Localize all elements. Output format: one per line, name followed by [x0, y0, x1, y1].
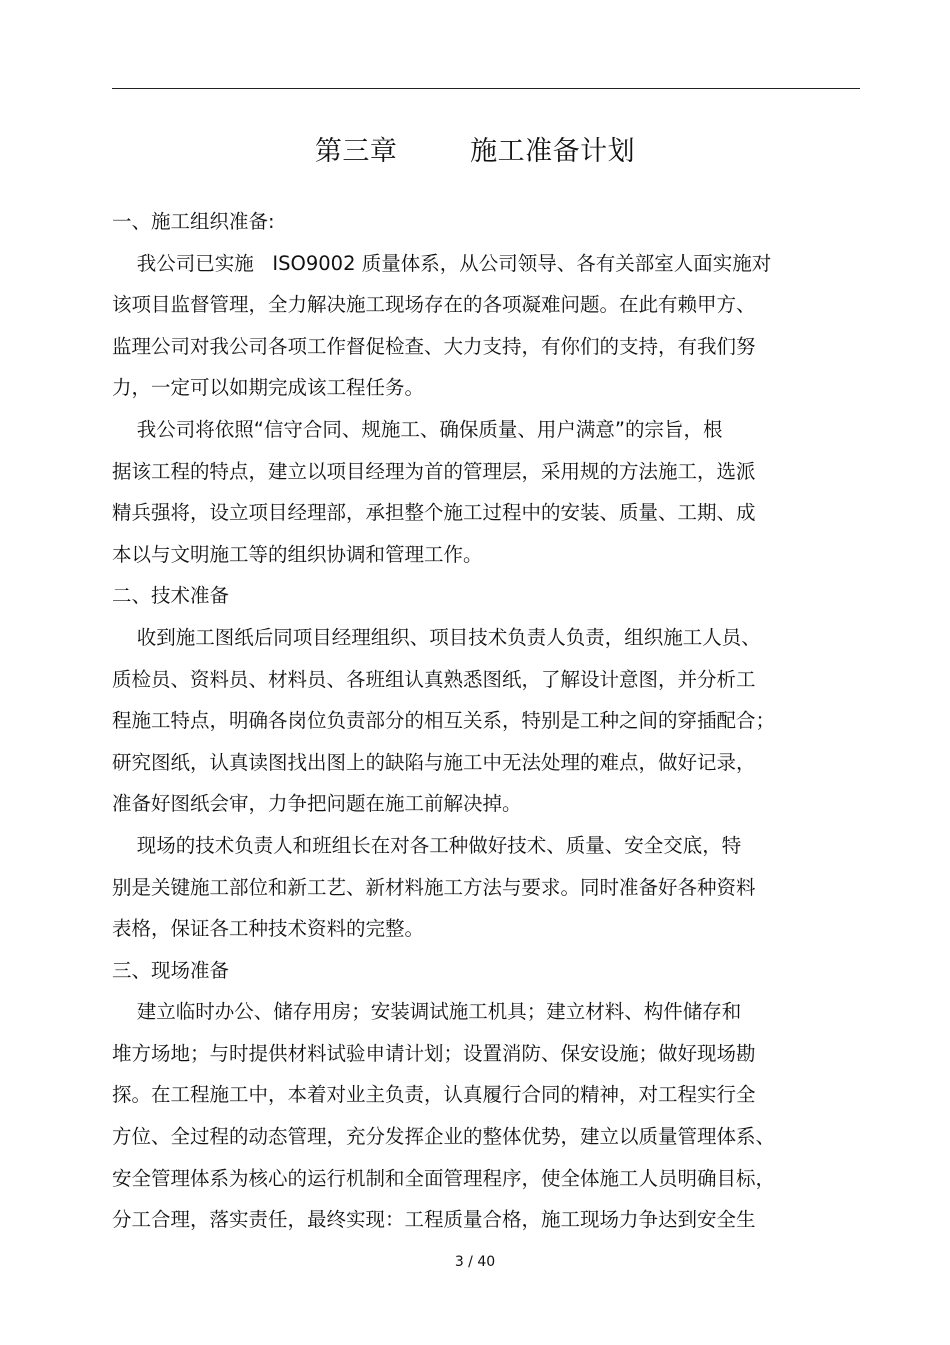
- text-line: 别是关键施工部位和新工艺、新材料施工方法与要求。同时准备好各种资料: [112, 875, 756, 899]
- section-heading-organization: 一、施工组织准备:: [112, 210, 275, 233]
- text-line: 精兵强将，设立项目经理部，承担整个施工过程中的安装、质量、工期、成: [112, 501, 756, 525]
- text-line: 监理公司对我公司各项工作督促检查、大力支持，有你们的支持，有我们努: [112, 334, 756, 358]
- text-line: 程施工特点，明确各岗位负责部分的相互关系，特别是工种之间的穿插配合；: [112, 709, 776, 733]
- section-heading-site: 三、现场准备: [112, 958, 230, 982]
- text-line: 我公司将依照“信守合同、规施工、确保质量、用户满意”的宗旨，根: [112, 417, 723, 441]
- text-line: 安全管理体系为核心的运行机制和全面管理程序，使全体施工人员明确目标，: [112, 1166, 776, 1190]
- text-line: 探。在工程施工中，本着对业主负责，认真履行合同的精神，对工程实行全: [112, 1083, 756, 1107]
- text-line: 质检员、资料员、材料员、各班组认真熟悉图纸，了解设计意图，并分析工: [112, 667, 756, 691]
- text-line: 收到施工图纸后同项目经理组织、项目技术负责人负责，组织施工人员、: [112, 625, 761, 649]
- text-line: 堆方场地；与时提供材料试验申请计划；设置消防、保安设施；做好现场勘: [112, 1041, 756, 1065]
- text-line: 据该工程的特点，建立以项目经理为首的管理层，采用规的方法施工，选派: [112, 459, 756, 483]
- text-line: 研究图纸，认真读图找出图上的缺陷与施工中无法处理的难点，做好记录，: [112, 750, 756, 774]
- document-body: [112, 201, 832, 1241]
- text-line: 力，一定可以如期完成该工程任务。: [112, 376, 425, 400]
- text-line: 准备好图纸会审，力争把问题在施工前解决掉。: [112, 792, 522, 816]
- text-line: 分工合理，落实责任，最终实现：工程质量合格，施工现场力争达到安全生: [112, 1208, 756, 1232]
- text-line: 方位、全过程的动态管理，充分发挥企业的整体优势，建立以质量管理体系、: [112, 1125, 776, 1149]
- text-line: 建立临时办公、储存用房；安装调试施工机具；建立材料、构件储存和: [112, 1000, 742, 1024]
- text-line: 我公司已实施 ISO9002 质量体系，从公司领导、各有关部室人面实施对: [112, 251, 772, 275]
- text-line: 该项目监督管理，全力解决施工现场存在的各项凝难问题。在此有赖甲方、: [112, 293, 756, 317]
- text-line: 表格，保证各工种技术资料的完整。: [112, 917, 425, 941]
- chapter-title: 第三章 施工准备计划: [314, 136, 636, 167]
- text-line: 现场的技术负责人和班组长在对各工种做好技术、质量、安全交底，特: [112, 833, 742, 857]
- header-rule: [112, 88, 860, 89]
- text-line: 本以与文明施工等的组织协调和管理工作。: [112, 542, 483, 566]
- page-number: 3 / 40: [454, 1254, 496, 1270]
- section-heading-technical: 二、技术准备: [112, 584, 230, 608]
